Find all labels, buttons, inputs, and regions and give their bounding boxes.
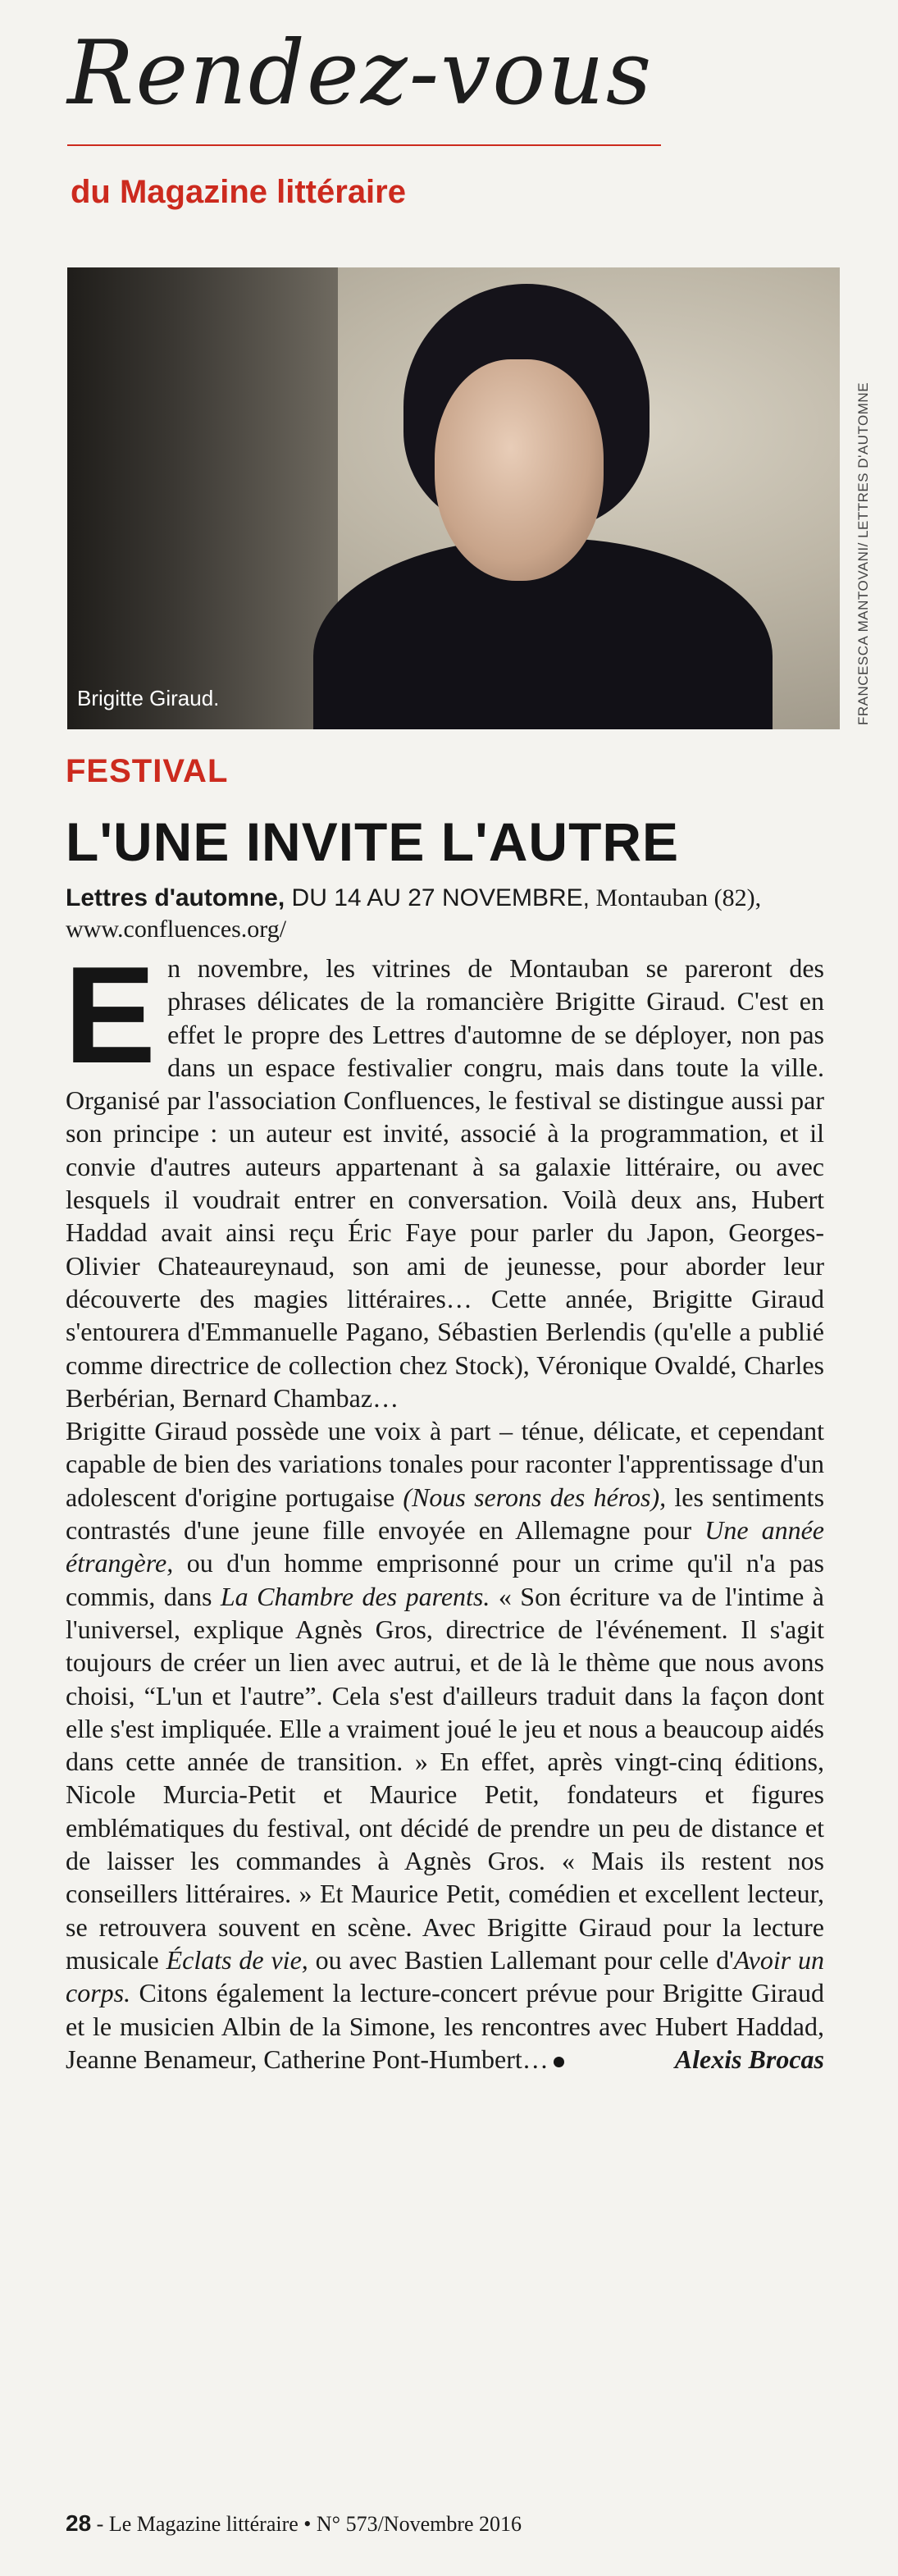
article-body [64, 938, 825, 2076]
footer-text: - Le Magazine littéraire • N° 573/Novembre 2016 [91, 2512, 522, 2536]
drop-cap: E [64, 938, 157, 1092]
paragraph-2-text: Citons également la lecture-concert prévue pour Brigitte Giraud et le musicien Albin de la Simone, les rencontres avec Hubert Haddad, Jeanne Benameur, Catherine Pont-Humbert… [66, 1978, 824, 2074]
masthead [67, 22, 830, 210]
paragraph-1-text: n novembre, les vitrines de Montauban se pareront des phrases délicates de la romancière Brigitte Giraud. C'est en effet le propre des Lettres d'automne de se déployer, non pas dans un espace festivalier congru, mais dans toute la ville. Organisé par l'association Confluences, le festival se distingue aussi par son principe : un auteur est invité, associé à la programmation, et il convie d'autres auteurs appartenant à sa galaxie littéraire, ou avec lesquels il voudrait entrer en conversation. Voilà deux ans, Hubert Haddad avait ainsi reçu Éric Faye pour parler du Japon, Georges-Olivier Chateaureynaud, son ami de jeunesse, pour aborder leur découverte des magies littéraires… Cette année, Brigitte Giraud s'entourera d'Emmanuelle Pagano, Sébastien Berlendis (qu'elle a publié comme directrice de collection chez Stock), Véronique Ovaldé, Charles Berbérian, Bernard Chambaz… [66, 953, 824, 1413]
photo-credit: FRANCESCA MANTOVANI/ LETTRES D'AUTOMNE [855, 381, 871, 725]
author-photo [67, 267, 840, 729]
book-title: (Nous serons des héros), [403, 1482, 667, 1512]
paragraph-2-text: Brigitte Giraud possède une voix à part – ténue, délicate, et cependant capable de bien des variations tonales pour raconter l'apprentissage d'un adolescent d'origine portugaise [66, 1416, 824, 1512]
section-title: Rendez-vous [67, 22, 654, 125]
end-bullet-icon [554, 2057, 564, 2067]
event-name: Lettres d'automne, [66, 884, 285, 911]
photo-figure-face [435, 359, 604, 581]
paragraph-2-text: ou d'un homme emprisonné pour un crime qu'il n'a pas commis, dans [66, 1548, 824, 1611]
paragraph-2 [66, 1414, 824, 2076]
event-location: Montauban (82), www.confluences.org/ [66, 884, 762, 943]
book-title: Avoir un corps. [66, 1944, 825, 2008]
event-dates: DU 14 AU 27 NOVEMBRE, [285, 884, 590, 911]
event-info [66, 883, 828, 945]
photo-caption: Brigitte Giraud. [77, 686, 220, 710]
page-number: 28 [66, 2510, 92, 2536]
title-rule [67, 144, 661, 146]
book-title: La Chambre des parents. [220, 1581, 490, 1611]
book-title: Une année étrangère, [66, 1515, 825, 1578]
paragraph-1 [64, 938, 824, 1414]
paragraph-2-text: « Son écriture va de l'intime à l'universel, explique Agnès Gros, directrice de l'événement. Il s'agit toujours de créer un lien avec autrui, et de là le thème que nous avons choisi, “L'un et l'autre”. Cela s'est d'ailleurs traduit dans la façon dont elle s'est impliquée. Elle a vraiment joué le jeu et nous a beaucoup aidés dans cette année de transition. » En effet, après vingt-cinq éditions, Nicole Murcia-Petit et Maurice Petit, fondateurs et figures emblématiques du festival, ont décidé de prendre un peu de distance et de laisser les commandes à Agnès Gros. « Mais ils restent nos conseillers littéraires. » Et Maurice Petit, comédien et excellent lecteur, se retrouvera souvent en scène. Avec Brigitte Giraud pour la lecture musicale [66, 1581, 825, 1975]
author-signature: Alexis Brocas [674, 2044, 824, 2074]
photo-background-dark [67, 267, 338, 729]
section-subtitle: du Magazine littéraire [71, 174, 406, 210]
article-headline: L'UNE INVITE L'AUTRE [66, 811, 680, 872]
paragraph-2-text: les sentiments contrastés d'une jeune fille envoyée en Allemagne pour [66, 1482, 825, 1546]
book-title: Éclats de vie, [166, 1944, 308, 1975]
paragraph-2-text: ou avec Bastien Lallemant pour celle d' [308, 1944, 734, 1975]
article-rubric: FESTIVAL [66, 753, 229, 789]
page-footer [66, 2510, 522, 2537]
